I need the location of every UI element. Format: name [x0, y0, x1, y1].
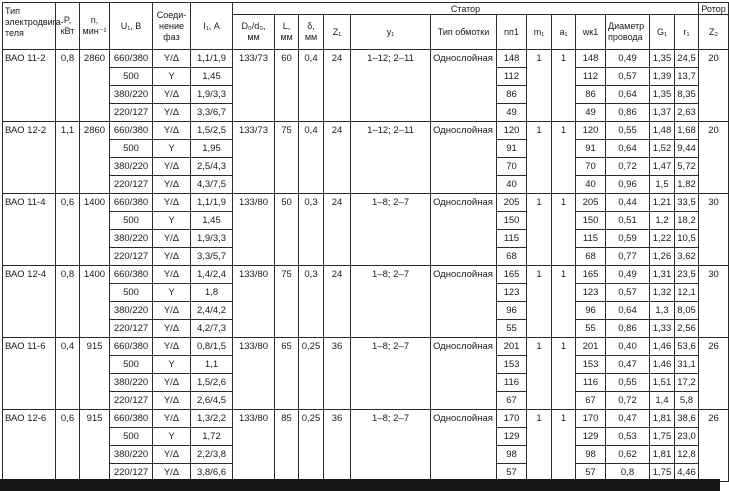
- wire-diameter: 0,62: [606, 446, 650, 464]
- voltage-cell: 220/127: [110, 248, 153, 266]
- air-gap: 0,3: [299, 194, 324, 266]
- turns-per-coil: 67: [576, 392, 606, 410]
- connection-cell: Y/Δ: [153, 374, 191, 392]
- winding-resistance: 4,46: [675, 464, 699, 482]
- stator-slots: 36: [324, 410, 351, 482]
- connection-cell: Y/Δ: [153, 266, 191, 284]
- voltage-cell: 500: [110, 428, 153, 446]
- parallel-branches: 1: [552, 266, 576, 338]
- connection-cell: Y/Δ: [153, 302, 191, 320]
- conductors-per-slot: 96: [497, 302, 527, 320]
- wire-diameter: 0,40: [606, 338, 650, 356]
- motor-type: ВАО 12-4: [3, 266, 56, 338]
- wire-diameter: 0,72: [606, 392, 650, 410]
- current-cell: 2,2/3,8: [191, 446, 233, 464]
- wire-diameter: 0,64: [606, 140, 650, 158]
- motor-type: ВАО 11-6: [3, 338, 56, 410]
- phase-count: 1: [527, 338, 552, 410]
- voltage-cell: 500: [110, 284, 153, 302]
- table-row: [3, 266, 729, 284]
- turns-per-coil: 153: [576, 356, 606, 374]
- wire-diameter: 0,44: [606, 194, 650, 212]
- air-gap: 0,25: [299, 410, 324, 482]
- winding-resistance: 38,6: [675, 410, 699, 428]
- voltage-cell: 220/127: [110, 392, 153, 410]
- connection-cell: Y: [153, 284, 191, 302]
- wire-diameter: 0,55: [606, 122, 650, 140]
- wire-diameter: 0,47: [606, 356, 650, 374]
- turns-per-coil: 170: [576, 410, 606, 428]
- winding-mass: 1,33: [650, 320, 675, 338]
- parallel-branches: 1: [552, 50, 576, 122]
- turns-per-coil: 123: [576, 284, 606, 302]
- wire-diameter: 0,64: [606, 86, 650, 104]
- conductors-per-slot: 116: [497, 374, 527, 392]
- header-type: Тип электродвига-теля: [3, 3, 56, 50]
- current-cell: 1,45: [191, 68, 233, 86]
- header-speed: n, мин⁻¹: [80, 3, 110, 50]
- winding-mass: 1,32: [650, 284, 675, 302]
- current-cell: 1,45: [191, 212, 233, 230]
- wire-diameter: 0,57: [606, 284, 650, 302]
- wire-diameter: 0,96: [606, 176, 650, 194]
- winding-type: Однослойная: [431, 122, 497, 194]
- winding-resistance: 1,68: [675, 122, 699, 140]
- header-stator: Статор: [233, 3, 699, 15]
- winding-resistance: 8,35: [675, 86, 699, 104]
- header-wire-diameter: Диаметр провода: [606, 15, 650, 50]
- turns-per-coil: 98: [576, 446, 606, 464]
- wire-diameter: 0,64: [606, 302, 650, 320]
- wire-diameter: 0,86: [606, 320, 650, 338]
- winding-resistance: 23,5: [675, 266, 699, 284]
- current-cell: 1,4/2,4: [191, 266, 233, 284]
- winding-pitch: 1–12; 2–11: [351, 50, 431, 122]
- conductors-per-slot: 112: [497, 68, 527, 86]
- stator-slots: 24: [324, 266, 351, 338]
- wire-diameter: 0,47: [606, 410, 650, 428]
- voltage-cell: 380/220: [110, 374, 153, 392]
- voltage-cell: 220/127: [110, 320, 153, 338]
- conductors-per-slot: 68: [497, 248, 527, 266]
- turns-per-coil: 40: [576, 176, 606, 194]
- turns-per-coil: 57: [576, 464, 606, 482]
- air-gap: 0,25: [299, 338, 324, 410]
- winding-resistance: 2,63: [675, 104, 699, 122]
- wire-diameter: 0,49: [606, 266, 650, 284]
- stator-slots: 24: [324, 122, 351, 194]
- stator-length: 50: [275, 194, 299, 266]
- parallel-branches: 1: [552, 338, 576, 410]
- stator-length: 75: [275, 122, 299, 194]
- current-cell: 1,1: [191, 356, 233, 374]
- motor-power: 0,6: [56, 194, 80, 266]
- winding-mass: 1,75: [650, 464, 675, 482]
- winding-resistance: 33,5: [675, 194, 699, 212]
- winding-mass: 1,81: [650, 446, 675, 464]
- winding-mass: 1,21: [650, 194, 675, 212]
- header-m1: m₁: [527, 15, 552, 50]
- rotor-slots: 26: [699, 338, 729, 410]
- connection-cell: Y: [153, 140, 191, 158]
- winding-resistance: 2,56: [675, 320, 699, 338]
- current-cell: 1,95: [191, 140, 233, 158]
- header-connection: Соеди-нение фаз: [153, 3, 191, 50]
- conductors-per-slot: 86: [497, 86, 527, 104]
- document-page: [2, 2, 726, 482]
- rotor-slots: 20: [699, 50, 729, 122]
- voltage-cell: 500: [110, 68, 153, 86]
- conductors-per-slot: 123: [497, 284, 527, 302]
- conductors-per-slot: 67: [497, 392, 527, 410]
- connection-cell: Y/Δ: [153, 410, 191, 428]
- current-cell: 1,1/1,9: [191, 50, 233, 68]
- connection-cell: Y/Δ: [153, 86, 191, 104]
- motor-power: 0,6: [56, 410, 80, 482]
- motor-power: 0,8: [56, 266, 80, 338]
- winding-mass: 1,35: [650, 50, 675, 68]
- connection-cell: Y: [153, 428, 191, 446]
- current-cell: 1,1/1,9: [191, 194, 233, 212]
- table-row: [3, 122, 729, 140]
- conductors-per-slot: 201: [497, 338, 527, 356]
- winding-mass: 1,81: [650, 410, 675, 428]
- winding-mass: 1,2: [650, 212, 675, 230]
- table-row: [3, 194, 729, 212]
- header-a1: a₁: [552, 15, 576, 50]
- current-cell: 2,5/4,3: [191, 158, 233, 176]
- winding-resistance: 53,6: [675, 338, 699, 356]
- winding-resistance: 5,8: [675, 392, 699, 410]
- turns-per-coil: 129: [576, 428, 606, 446]
- winding-pitch: 1–8; 2–7: [351, 266, 431, 338]
- connection-cell: Y/Δ: [153, 338, 191, 356]
- winding-mass: 1,22: [650, 230, 675, 248]
- current-cell: 3,8/6,6: [191, 464, 233, 482]
- turns-per-coil: 165: [576, 266, 606, 284]
- turns-per-coil: 70: [576, 158, 606, 176]
- winding-resistance: 17,2: [675, 374, 699, 392]
- connection-cell: Y/Δ: [153, 122, 191, 140]
- connection-cell: Y/Δ: [153, 104, 191, 122]
- current-cell: 3,3/6,7: [191, 104, 233, 122]
- voltage-cell: 380/220: [110, 446, 153, 464]
- current-cell: 2,4/4,2: [191, 302, 233, 320]
- wire-diameter: 0,49: [606, 50, 650, 68]
- motor-type: ВАО 12-6: [3, 410, 56, 482]
- wire-diameter: 0,55: [606, 374, 650, 392]
- voltage-cell: 220/127: [110, 104, 153, 122]
- winding-resistance: 10,5: [675, 230, 699, 248]
- winding-mass: 1,35: [650, 86, 675, 104]
- header-z1: Z₁: [324, 15, 351, 50]
- turns-per-coil: 86: [576, 86, 606, 104]
- air-gap: 0,3: [299, 266, 324, 338]
- voltage-cell: 660/380: [110, 338, 153, 356]
- conductors-per-slot: 91: [497, 140, 527, 158]
- voltage-cell: 380/220: [110, 230, 153, 248]
- current-cell: 1,9/3,3: [191, 86, 233, 104]
- motor-speed: 2860: [80, 50, 110, 122]
- winding-type: Однослойная: [431, 50, 497, 122]
- current-cell: 3,3/5,7: [191, 248, 233, 266]
- current-cell: 1,3/2,2: [191, 410, 233, 428]
- connection-cell: Y/Δ: [153, 230, 191, 248]
- conductors-per-slot: 129: [497, 428, 527, 446]
- phase-count: 1: [527, 194, 552, 266]
- voltage-cell: 500: [110, 140, 153, 158]
- motor-power: 1,1: [56, 122, 80, 194]
- winding-resistance: 3,62: [675, 248, 699, 266]
- header-y1: y₁: [351, 15, 431, 50]
- voltage-cell: 660/380: [110, 194, 153, 212]
- conductors-per-slot: 170: [497, 410, 527, 428]
- header-g1: G₁: [650, 15, 675, 50]
- header-length: L, мм: [275, 15, 299, 50]
- conductors-per-slot: 70: [497, 158, 527, 176]
- connection-cell: Y/Δ: [153, 320, 191, 338]
- stator-length: 60: [275, 50, 299, 122]
- wire-diameter: 0,51: [606, 212, 650, 230]
- winding-resistance: 13,7: [675, 68, 699, 86]
- rotor-slots: 20: [699, 122, 729, 194]
- motor-spec-table: [2, 2, 729, 482]
- voltage-cell: 500: [110, 356, 153, 374]
- conductors-per-slot: 165: [497, 266, 527, 284]
- wire-diameter: 0,8: [606, 464, 650, 482]
- current-cell: 4,3/7,5: [191, 176, 233, 194]
- conductors-per-slot: 49: [497, 104, 527, 122]
- winding-resistance: 5,72: [675, 158, 699, 176]
- winding-type: Однослойная: [431, 194, 497, 266]
- motor-speed: 915: [80, 410, 110, 482]
- connection-cell: Y: [153, 68, 191, 86]
- voltage-cell: 380/220: [110, 302, 153, 320]
- conductors-per-slot: 98: [497, 446, 527, 464]
- winding-resistance: 31,1: [675, 356, 699, 374]
- voltage-cell: 500: [110, 212, 153, 230]
- winding-resistance: 12,1: [675, 284, 699, 302]
- motor-type: ВАО 11-4: [3, 194, 56, 266]
- current-cell: 1,5/2,6: [191, 374, 233, 392]
- winding-resistance: 18,2: [675, 212, 699, 230]
- motor-type: ВАО 12-2: [3, 122, 56, 194]
- connection-cell: Y: [153, 212, 191, 230]
- winding-pitch: 1–8; 2–7: [351, 410, 431, 482]
- header-current: I₁, А: [191, 3, 233, 50]
- current-cell: 0,8/1,5: [191, 338, 233, 356]
- connection-cell: Y/Δ: [153, 50, 191, 68]
- winding-type: Однослойная: [431, 410, 497, 482]
- turns-per-coil: 55: [576, 320, 606, 338]
- voltage-cell: 660/380: [110, 410, 153, 428]
- conductors-per-slot: 120: [497, 122, 527, 140]
- table-row: [3, 50, 729, 68]
- connection-cell: Y/Δ: [153, 446, 191, 464]
- winding-resistance: 1,82: [675, 176, 699, 194]
- turns-per-coil: 49: [576, 104, 606, 122]
- conductors-per-slot: 205: [497, 194, 527, 212]
- header-winding-type: Тип обмотки: [431, 15, 497, 50]
- turns-per-coil: 148: [576, 50, 606, 68]
- current-cell: 1,72: [191, 428, 233, 446]
- motor-speed: 1400: [80, 194, 110, 266]
- connection-cell: Y/Δ: [153, 194, 191, 212]
- stator-diameter: 133/80: [233, 194, 275, 266]
- header-z2: Z₂: [699, 15, 729, 50]
- conductors-per-slot: 115: [497, 230, 527, 248]
- header-rotor: Ротор: [699, 3, 729, 15]
- winding-resistance: 24,5: [675, 50, 699, 68]
- wire-diameter: 0,59: [606, 230, 650, 248]
- header-r1: r₁: [675, 15, 699, 50]
- motor-power: 0,4: [56, 338, 80, 410]
- rotor-slots: 30: [699, 266, 729, 338]
- phase-count: 1: [527, 122, 552, 194]
- conductors-per-slot: 153: [497, 356, 527, 374]
- voltage-cell: 660/380: [110, 50, 153, 68]
- conductors-per-slot: 150: [497, 212, 527, 230]
- turns-per-coil: 91: [576, 140, 606, 158]
- table-body: [3, 50, 729, 482]
- connection-cell: Y/Δ: [153, 392, 191, 410]
- stator-slots: 36: [324, 338, 351, 410]
- header-voltage: U₁, В: [110, 3, 153, 50]
- header-diameter: D₀/d₀, мм: [233, 15, 275, 50]
- phase-count: 1: [527, 410, 552, 482]
- conductors-per-slot: 57: [497, 464, 527, 482]
- motor-power: 0,8: [56, 50, 80, 122]
- stator-length: 85: [275, 410, 299, 482]
- table-row: [3, 410, 729, 428]
- header-power: P, кВт: [56, 3, 80, 50]
- parallel-branches: 1: [552, 194, 576, 266]
- wire-diameter: 0,72: [606, 158, 650, 176]
- stator-slots: 24: [324, 50, 351, 122]
- stator-diameter: 133/73: [233, 50, 275, 122]
- header-gap: δ, мм: [299, 15, 324, 50]
- winding-resistance: 8,05: [675, 302, 699, 320]
- winding-pitch: 1–8; 2–7: [351, 194, 431, 266]
- turns-per-coil: 120: [576, 122, 606, 140]
- motor-type: ВАО 11-2: [3, 50, 56, 122]
- winding-type: Однослойная: [431, 266, 497, 338]
- turns-per-coil: 150: [576, 212, 606, 230]
- winding-type: Однослойная: [431, 338, 497, 410]
- conductors-per-slot: 55: [497, 320, 527, 338]
- current-cell: 1,9/3,3: [191, 230, 233, 248]
- phase-count: 1: [527, 50, 552, 122]
- stator-diameter: 133/80: [233, 338, 275, 410]
- winding-mass: 1,37: [650, 104, 675, 122]
- phase-count: 1: [527, 266, 552, 338]
- header-wk1: wк1: [576, 15, 606, 50]
- wire-diameter: 0,77: [606, 248, 650, 266]
- connection-cell: Y/Δ: [153, 176, 191, 194]
- turns-per-coil: 115: [576, 230, 606, 248]
- winding-mass: 1,5: [650, 176, 675, 194]
- turns-per-coil: 112: [576, 68, 606, 86]
- winding-mass: 1,48: [650, 122, 675, 140]
- stator-length: 65: [275, 338, 299, 410]
- winding-mass: 1,52: [650, 140, 675, 158]
- voltage-cell: 660/380: [110, 122, 153, 140]
- conductors-per-slot: 148: [497, 50, 527, 68]
- rotor-slots: 26: [699, 410, 729, 482]
- winding-pitch: 1–8; 2–7: [351, 338, 431, 410]
- voltage-cell: 380/220: [110, 158, 153, 176]
- wire-diameter: 0,86: [606, 104, 650, 122]
- current-cell: 1,8: [191, 284, 233, 302]
- stator-slots: 24: [324, 194, 351, 266]
- winding-pitch: 1–12; 2–11: [351, 122, 431, 194]
- turns-per-coil: 96: [576, 302, 606, 320]
- voltage-cell: 220/127: [110, 176, 153, 194]
- winding-mass: 1,31: [650, 266, 675, 284]
- winding-mass: 1,3: [650, 302, 675, 320]
- wire-diameter: 0,53: [606, 428, 650, 446]
- winding-resistance: 9,44: [675, 140, 699, 158]
- connection-cell: Y/Δ: [153, 158, 191, 176]
- scan-bottom-band: [0, 479, 720, 491]
- stator-diameter: 133/80: [233, 410, 275, 482]
- winding-mass: 1,4: [650, 392, 675, 410]
- current-cell: 1,5/2,5: [191, 122, 233, 140]
- stator-length: 75: [275, 266, 299, 338]
- voltage-cell: 660/380: [110, 266, 153, 284]
- air-gap: 0,4: [299, 122, 324, 194]
- motor-speed: 1400: [80, 266, 110, 338]
- current-cell: 2,6/4,5: [191, 392, 233, 410]
- winding-resistance: 23,0: [675, 428, 699, 446]
- voltage-cell: 220/127: [110, 464, 153, 482]
- conductors-per-slot: 40: [497, 176, 527, 194]
- connection-cell: Y: [153, 356, 191, 374]
- turns-per-coil: 68: [576, 248, 606, 266]
- connection-cell: Y/Δ: [153, 464, 191, 482]
- air-gap: 0,4: [299, 50, 324, 122]
- parallel-branches: 1: [552, 122, 576, 194]
- stator-diameter: 133/80: [233, 266, 275, 338]
- turns-per-coil: 116: [576, 374, 606, 392]
- motor-speed: 915: [80, 338, 110, 410]
- winding-mass: 1,47: [650, 158, 675, 176]
- table-row: [3, 338, 729, 356]
- current-cell: 4,2/7,3: [191, 320, 233, 338]
- winding-mass: 1,39: [650, 68, 675, 86]
- stator-diameter: 133/73: [233, 122, 275, 194]
- turns-per-coil: 201: [576, 338, 606, 356]
- winding-resistance: 12,8: [675, 446, 699, 464]
- parallel-branches: 1: [552, 410, 576, 482]
- header-np1: nп1: [497, 15, 527, 50]
- winding-mass: 1,26: [650, 248, 675, 266]
- connection-cell: Y/Δ: [153, 248, 191, 266]
- turns-per-coil: 205: [576, 194, 606, 212]
- winding-mass: 1,51: [650, 374, 675, 392]
- rotor-slots: 30: [699, 194, 729, 266]
- motor-speed: 2860: [80, 122, 110, 194]
- header-row-top: [3, 3, 729, 15]
- wire-diameter: 0,57: [606, 68, 650, 86]
- winding-mass: 1,46: [650, 356, 675, 374]
- voltage-cell: 380/220: [110, 86, 153, 104]
- winding-mass: 1,46: [650, 338, 675, 356]
- winding-mass: 1,75: [650, 428, 675, 446]
